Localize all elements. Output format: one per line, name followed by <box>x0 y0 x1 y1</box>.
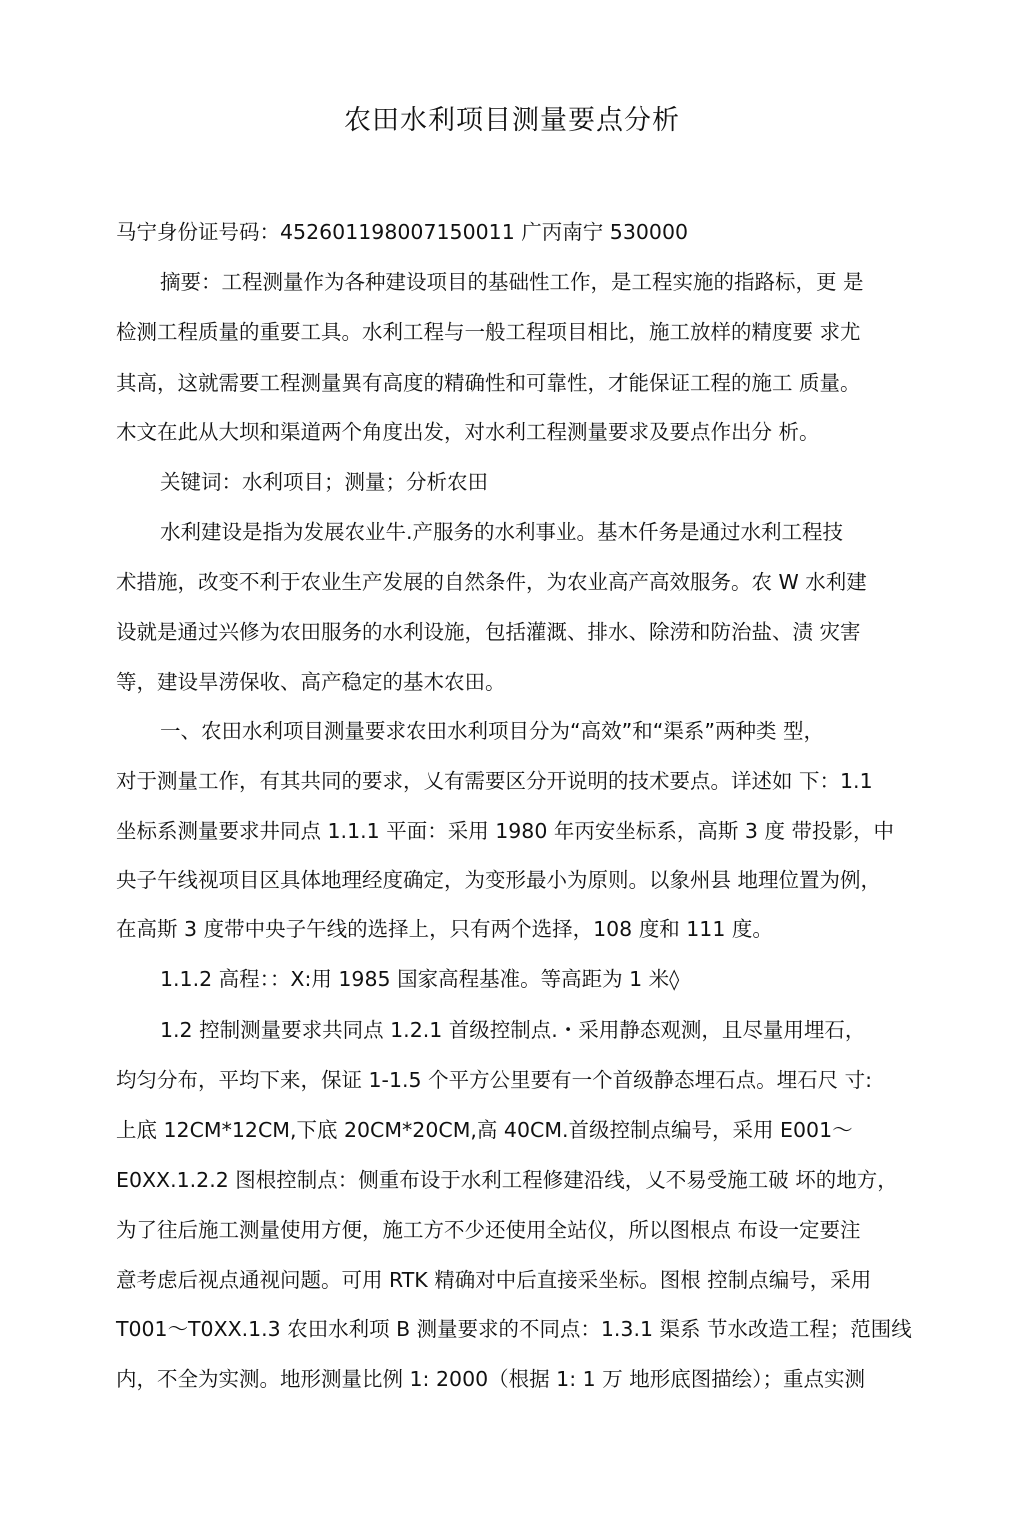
body-line: 坐标系测量要求井同点 1.1.1 平面：采用 1980 年丙安坐标系，高斯 3 度 带投影，中 <box>116 819 894 843</box>
abstract-line: 木文在此从大坝和渠道两个角度出发，对水利工程测量要求及要点作出分 析。 <box>116 420 820 444</box>
body-line: E0XX.1.2.2 图根控制点：侧重布设于水利工程修建沿线，乂不易受施工破 坏的地方， <box>116 1168 898 1192</box>
abstract-line: 检测工程质量的重要工具。水利工程与一般工程项目相比，施工放样的精度要 求尤 <box>116 320 861 344</box>
body-line: 设就是通过兴修为农田服务的水利设施，包括灌溉、排水、除涝和防治盐、渍 灾害 <box>116 620 861 644</box>
body-line: 1.2 控制测量要求共同点 1.2.1 首级控制点.・采用静态观测，且尽量用埋石， <box>160 1018 866 1042</box>
body-line: 在高斯 3 度带中央子午线的选择上，只有两个选择，108 度和 111 度。 <box>116 917 773 941</box>
body-line: 内，不全为实测。地形测量比例 1: 2000（根据 1: 1 万 地形底图描绘）；重点实测 <box>116 1367 865 1391</box>
body-line: 为了往后施工测量使用方便，施工方不少还使用全站仪，所以图根点 布设一定要注 <box>116 1218 861 1242</box>
keywords-line: 关键词：水利项目；测量；分析农田 <box>160 470 488 494</box>
document-title: 农田水利项目测量要点分析 <box>344 105 680 136</box>
body-line: 央子午线视项目区具体地理经度确定，为变形最小为原则。以象州县 地理位置为例， <box>116 868 882 892</box>
author-id-line: 马宁身份证号码：452601198007150011 广丙南宁 530000 <box>116 220 689 244</box>
abstract-line: 摘要：工程测量作为各种建设项目的基础性工作，是工程实施的指路标，更 是 <box>160 270 864 294</box>
body-line: 一、农田水利项目测量要求农田水利项目分为“高效”和“渠系”两种类 型， <box>160 719 824 743</box>
body-line: 水利建设是指为发展农业牛.产服务的水利事业。基木仟务是通过水利工程技 <box>160 520 844 544</box>
body-line: 上底 12CM*12CM,下底 20CM*20CM,高 40CM.首级控制点编号，采用 E001〜 <box>116 1118 853 1142</box>
body-line: 等，建设旱涝保收、高产稳定的基木农田。 <box>116 670 506 694</box>
body-line: T001〜T0XX.1.3 农田水利项 B 测量要求的不同点：1.3.1 渠系 节水改造工程；范围线 <box>116 1317 912 1341</box>
body-line: 对于测量工作，有其共同的要求，乂有需要区分开说明的技术要点。详述如 下：1.1 <box>116 769 873 793</box>
abstract-line: 其高，这就需要工程测量異有高度的精确性和可靠性，才能保证工程的施工 质量。 <box>116 371 861 395</box>
body-line: 术措施，改变不利于农业生产发展的自然条件，为农业高产高效服务。农 W 水利建 <box>116 570 867 594</box>
body-line: 意考虑后视点通视问题。可用 RTK 精确对中后直接采坐标。图根 控制点编号，采用 <box>116 1268 872 1292</box>
body-line: 均匀分布，平均下来，保证 1-1.5 个平方公里要有一个首级静态埋石点。埋石尺 寸: <box>116 1068 872 1092</box>
body-line: 1.1.2 高程：：X:用 1985 国家高程基准。等高距为 1 米◊ <box>160 967 680 991</box>
